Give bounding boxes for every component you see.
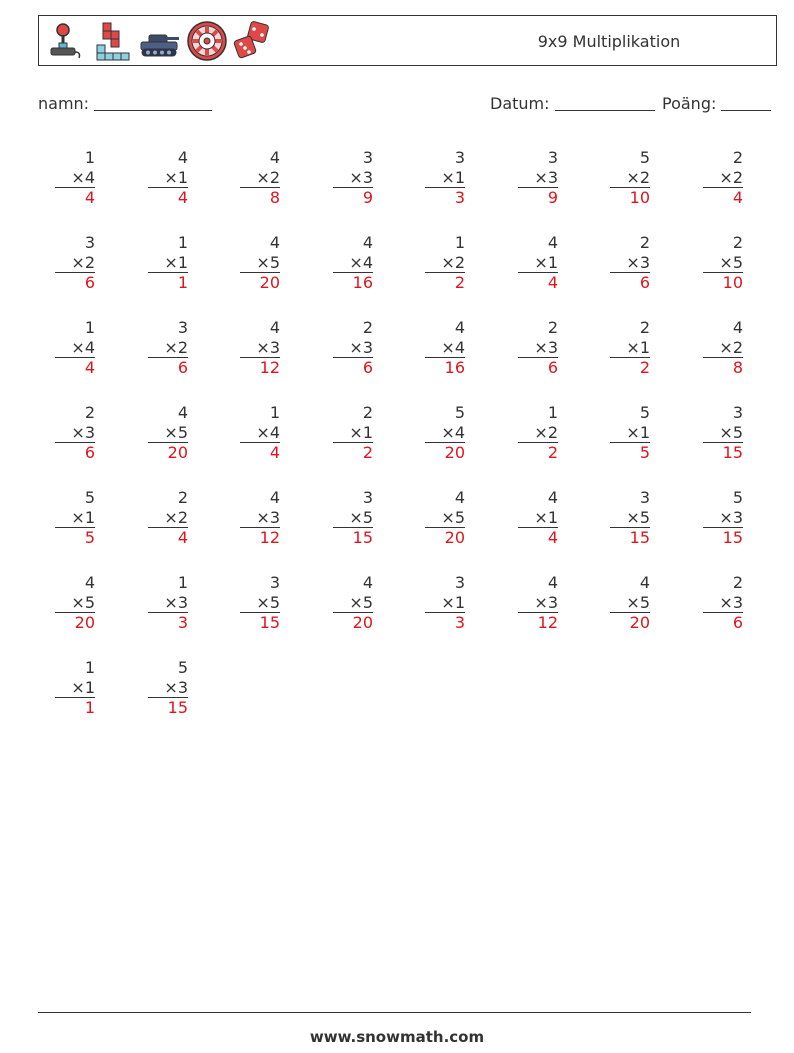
multiplication-problem — [518, 233, 558, 293]
multiplication-problem — [55, 233, 95, 293]
multiplier: ×3 — [164, 592, 188, 612]
multiplier: ×3 — [256, 337, 280, 357]
answer: 4 — [703, 187, 743, 208]
multiplier: ×5 — [349, 592, 373, 612]
multiplication-problem — [333, 403, 373, 463]
answer: 9 — [518, 187, 558, 208]
answer: 3 — [425, 612, 465, 633]
multiplicand: 1 — [84, 148, 95, 167]
answer: 3 — [148, 612, 188, 633]
answer: 2 — [610, 357, 650, 378]
answer: 4 — [148, 527, 188, 548]
answer: 6 — [148, 357, 188, 378]
multiplication-problem — [148, 403, 188, 463]
multiplier: ×4 — [256, 422, 280, 442]
multiplicand: 4 — [269, 148, 280, 167]
multiplier: ×1 — [71, 677, 95, 697]
multiplier: ×3 — [534, 167, 558, 187]
multiplier: ×2 — [441, 252, 465, 272]
multiplier: ×1 — [626, 422, 650, 442]
answer: 6 — [703, 612, 743, 633]
answer: 15 — [240, 612, 280, 633]
multiplication-problem — [610, 488, 650, 548]
multiplication-problem — [518, 403, 558, 463]
multiplication-problem — [518, 573, 558, 633]
answer: 12 — [240, 527, 280, 548]
multiplicand: 4 — [547, 488, 558, 507]
multiplication-problem — [148, 573, 188, 633]
multiplication-problem — [240, 318, 280, 378]
multiplier: ×1 — [534, 252, 558, 272]
answer: 1 — [148, 272, 188, 293]
multiplier: ×3 — [534, 592, 558, 612]
multiplication-problem — [425, 403, 465, 463]
multiplicand: 5 — [177, 658, 188, 677]
multiplicand: 2 — [639, 318, 650, 337]
multiplication-problem — [703, 573, 743, 633]
multiplier: ×2 — [164, 337, 188, 357]
multiplier: ×3 — [719, 592, 743, 612]
multiplicand: 5 — [84, 488, 95, 507]
multiplicand: 4 — [547, 233, 558, 252]
score-line[interactable] — [721, 94, 771, 111]
multiplication-problem — [55, 403, 95, 463]
multiplication-problem — [148, 488, 188, 548]
multiplicand: 1 — [177, 573, 188, 592]
multiplier: ×1 — [534, 507, 558, 527]
multiplicand: 2 — [84, 403, 95, 422]
answer: 4 — [518, 527, 558, 548]
multiplier: ×5 — [626, 507, 650, 527]
answer: 1 — [55, 697, 95, 718]
multiplicand: 3 — [362, 488, 373, 507]
multiplication-problem — [55, 658, 95, 718]
multiplicand: 3 — [639, 488, 650, 507]
multiplier: ×1 — [626, 337, 650, 357]
answer: 4 — [148, 187, 188, 208]
answer: 15 — [703, 527, 743, 548]
multiplication-problem — [703, 403, 743, 463]
answer: 20 — [425, 527, 465, 548]
multiplicand: 4 — [362, 233, 373, 252]
multiplicand: 5 — [454, 403, 465, 422]
multiplier: ×5 — [349, 507, 373, 527]
answer: 9 — [333, 187, 373, 208]
multiplicand: 4 — [177, 403, 188, 422]
worksheet-header — [38, 15, 777, 66]
answer: 2 — [518, 442, 558, 463]
multiplier: ×3 — [349, 337, 373, 357]
answer: 15 — [610, 527, 650, 548]
multiplication-problem — [240, 573, 280, 633]
multiplier: ×5 — [441, 507, 465, 527]
multiplier: ×5 — [71, 592, 95, 612]
answer: 10 — [703, 272, 743, 293]
multiplicand: 3 — [177, 318, 188, 337]
multiplicand: 3 — [732, 403, 743, 422]
multiplication-problem — [425, 148, 465, 208]
multiplicand: 4 — [269, 233, 280, 252]
multiplication-problem — [610, 233, 650, 293]
multiplier: ×3 — [534, 337, 558, 357]
multiplicand: 4 — [269, 488, 280, 507]
date-label: Datum: — [490, 94, 550, 113]
multiplier: ×4 — [441, 422, 465, 442]
multiplier: ×1 — [441, 167, 465, 187]
multiplication-problem — [703, 148, 743, 208]
multiplier: ×1 — [164, 252, 188, 272]
multiplication-problem — [333, 573, 373, 633]
multiplier: ×5 — [256, 592, 280, 612]
multiplier: ×5 — [626, 592, 650, 612]
multiplier: ×3 — [256, 507, 280, 527]
score-field — [662, 94, 771, 114]
date-field — [490, 94, 655, 114]
multiplication-problem — [425, 233, 465, 293]
footer-divider — [38, 1012, 751, 1013]
answer: 5 — [55, 527, 95, 548]
answer: 2 — [425, 272, 465, 293]
answer: 5 — [610, 442, 650, 463]
name-line[interactable] — [94, 94, 212, 111]
multiplier: ×3 — [71, 422, 95, 442]
answer: 20 — [148, 442, 188, 463]
multiplication-problem — [518, 148, 558, 208]
answer: 4 — [518, 272, 558, 293]
multiplicand: 4 — [454, 488, 465, 507]
multiplication-problem — [333, 233, 373, 293]
answer: 12 — [518, 612, 558, 633]
multiplication-problem — [148, 658, 188, 718]
answer: 6 — [333, 357, 373, 378]
multiplicand: 3 — [362, 148, 373, 167]
multiplier: ×4 — [71, 167, 95, 187]
multiplicand: 1 — [547, 403, 558, 422]
multiplication-problem — [425, 573, 465, 633]
answer: 6 — [610, 272, 650, 293]
multiplicand: 4 — [177, 148, 188, 167]
multiplicand: 2 — [362, 318, 373, 337]
multiplicand: 5 — [639, 148, 650, 167]
name-label: namn: — [38, 94, 90, 113]
multiplication-problem — [240, 233, 280, 293]
multiplier: ×3 — [164, 677, 188, 697]
multiplier: ×2 — [164, 507, 188, 527]
page-title: 9x9 Multiplikation — [537, 32, 681, 51]
multiplicand: 3 — [84, 233, 95, 252]
multiplication-problem — [703, 233, 743, 293]
multiplication-problem — [148, 233, 188, 293]
multiplicand: 2 — [732, 148, 743, 167]
score-label: Poäng: — [662, 94, 717, 113]
multiplication-problem — [240, 403, 280, 463]
answer: 16 — [425, 357, 465, 378]
multiplier: ×5 — [719, 422, 743, 442]
multiplier: ×1 — [349, 422, 373, 442]
multiplication-problem — [518, 488, 558, 548]
multiplier: ×2 — [626, 167, 650, 187]
multiplier: ×2 — [256, 167, 280, 187]
multiplicand: 3 — [269, 573, 280, 592]
multiplication-problem — [610, 148, 650, 208]
answer: 4 — [55, 357, 95, 378]
multiplier: ×2 — [719, 337, 743, 357]
answer: 20 — [240, 272, 280, 293]
multiplicand: 3 — [454, 573, 465, 592]
multiplication-problem — [333, 148, 373, 208]
date-line[interactable] — [555, 94, 655, 111]
multiplier: ×2 — [71, 252, 95, 272]
multiplicand: 3 — [454, 148, 465, 167]
multiplicand: 1 — [454, 233, 465, 252]
dartboard-icon — [187, 21, 227, 61]
multiplicand: 2 — [732, 573, 743, 592]
answer: 20 — [333, 612, 373, 633]
multiplication-problem — [425, 318, 465, 378]
multiplier: ×2 — [719, 167, 743, 187]
multiplication-problem — [425, 488, 465, 548]
multiplicand: 4 — [639, 573, 650, 592]
multiplicand: 4 — [732, 318, 743, 337]
answer: 3 — [425, 187, 465, 208]
multiplication-problem — [518, 318, 558, 378]
multiplicand: 2 — [362, 403, 373, 422]
multiplicand: 2 — [732, 233, 743, 252]
multiplier: ×1 — [71, 507, 95, 527]
answer: 2 — [333, 442, 373, 463]
multiplier: ×5 — [256, 252, 280, 272]
multiplication-problem — [148, 148, 188, 208]
multiplication-problem — [148, 318, 188, 378]
multiplicand: 1 — [177, 233, 188, 252]
multiplier: ×3 — [719, 507, 743, 527]
name-field — [38, 94, 212, 114]
multiplicand: 4 — [269, 318, 280, 337]
multiplicand: 2 — [177, 488, 188, 507]
tetris-blocks-icon — [93, 21, 131, 61]
multiplier: ×3 — [626, 252, 650, 272]
answer: 4 — [240, 442, 280, 463]
multiplication-problem — [240, 488, 280, 548]
multiplication-problem — [55, 318, 95, 378]
multiplier: ×5 — [164, 422, 188, 442]
multiplication-problem — [55, 488, 95, 548]
footer-site: www.snowmath.com — [309, 1028, 485, 1046]
multiplication-problem — [610, 403, 650, 463]
multiplicand: 4 — [84, 573, 95, 592]
multiplicand: 5 — [732, 488, 743, 507]
multiplication-problem — [240, 148, 280, 208]
multiplier: ×5 — [719, 252, 743, 272]
multiplication-problem — [703, 488, 743, 548]
multiplicand: 5 — [639, 403, 650, 422]
answer: 16 — [333, 272, 373, 293]
answer: 6 — [55, 272, 95, 293]
multiplicand: 4 — [454, 318, 465, 337]
answer: 20 — [55, 612, 95, 633]
answer: 8 — [240, 187, 280, 208]
answer: 20 — [610, 612, 650, 633]
dice-icon — [233, 21, 273, 61]
joystick-icon — [47, 21, 83, 61]
answer: 15 — [148, 697, 188, 718]
multiplication-problem — [333, 318, 373, 378]
multiplicand: 1 — [84, 318, 95, 337]
multiplicand: 1 — [269, 403, 280, 422]
answer: 12 — [240, 357, 280, 378]
multiplicand: 3 — [547, 148, 558, 167]
multiplier: ×4 — [349, 252, 373, 272]
multiplicand: 1 — [84, 658, 95, 677]
answer: 15 — [333, 527, 373, 548]
multiplicand: 2 — [639, 233, 650, 252]
tank-icon — [139, 21, 181, 61]
multiplicand: 4 — [362, 573, 373, 592]
answer: 4 — [55, 187, 95, 208]
multiplier: ×1 — [441, 592, 465, 612]
multiplication-problem — [55, 573, 95, 633]
answer: 10 — [610, 187, 650, 208]
multiplier: ×4 — [441, 337, 465, 357]
multiplier: ×2 — [534, 422, 558, 442]
multiplier: ×3 — [349, 167, 373, 187]
multiplicand: 2 — [547, 318, 558, 337]
multiplication-problem — [333, 488, 373, 548]
multiplication-problem — [55, 148, 95, 208]
multiplication-problem — [703, 318, 743, 378]
multiplication-problem — [610, 318, 650, 378]
answer: 6 — [518, 357, 558, 378]
answer: 8 — [703, 357, 743, 378]
multiplier: ×1 — [164, 167, 188, 187]
multiplicand: 4 — [547, 573, 558, 592]
multiplication-problem — [610, 573, 650, 633]
answer: 15 — [703, 442, 743, 463]
multiplier: ×4 — [71, 337, 95, 357]
answer: 20 — [425, 442, 465, 463]
answer: 6 — [55, 442, 95, 463]
